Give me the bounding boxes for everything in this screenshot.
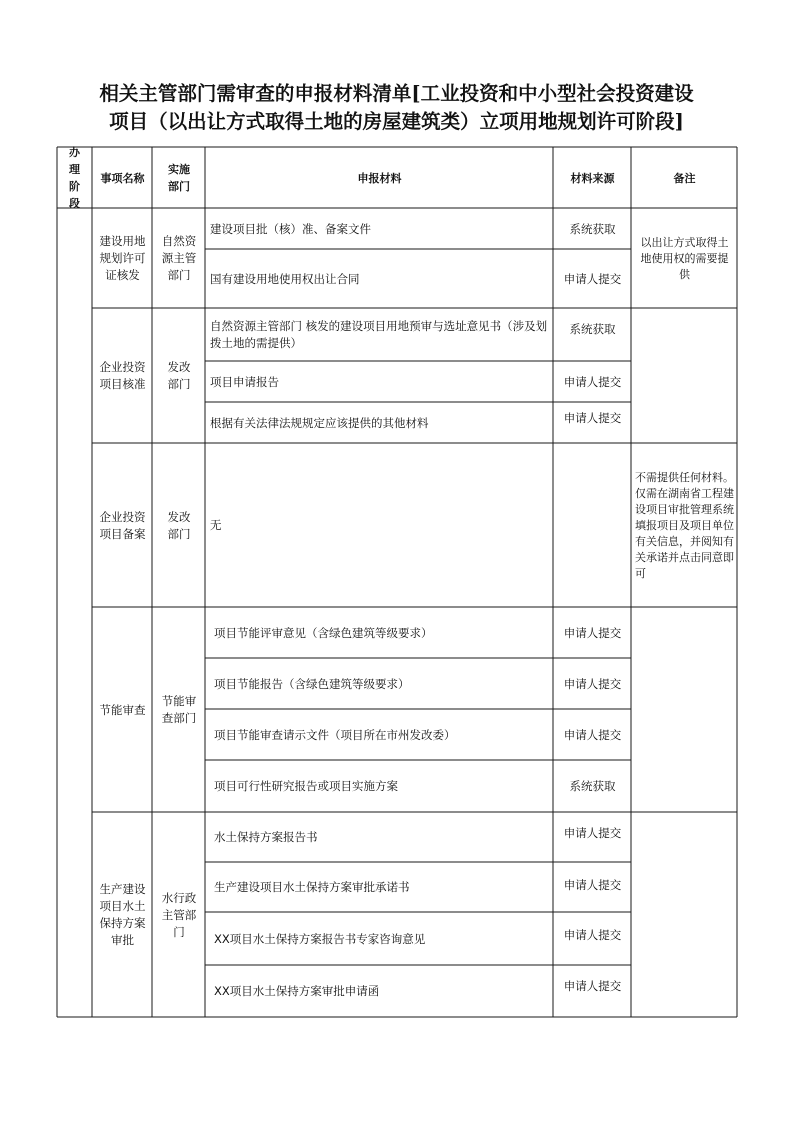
group-4-row-3-material: 项目节能审查请示文件（项目所在市州发改委） [214,727,456,742]
group-2-row-2-material: 项目申请报告 [210,374,279,389]
group-4-row-2-material: 项目节能报告（含绿色建筑等级要求） [214,676,410,691]
group-5-row-3-material: XX项目水土保持方案报告书专家咨询意见 [214,931,426,946]
group-1-item: 建设用地规划许可证核发 [99,234,146,282]
group-4-row-4-source: 系统获取 [569,779,616,793]
group-5-row-2-source: 申请人提交 [563,878,622,892]
group-1-row-2-material: 国有建设用地使用权出让合同 [210,271,360,286]
title-line-2: 项目（以出让方式取得土地的房屋建筑类）立项用地规划许可阶段] [109,110,684,133]
group-1-remark: 以出让方式取得土地使用权的需要提供 [640,235,729,281]
group-5-row-2-material: 生产建设项目水土保持方案审批承诺书 [214,880,410,894]
header-stage: 办理阶段 [69,146,80,210]
group-4-row-2-source: 申请人提交 [563,676,622,691]
group-2-row-1-source: 系统获取 [569,321,616,336]
group-4-item: 节能审查 [99,702,146,717]
group-4-row-3-source: 申请人提交 [563,727,622,742]
group-3-item: 企业投资项目备案 [99,509,146,541]
group-5-row-4-material: XX项目水土保持方案审批申请函 [214,984,380,998]
group-5-item: 生产建设项目水土保持方案审批 [99,882,146,947]
group-1-row-1-material: 建设项目批（核）准、备案文件 [210,221,371,236]
group-3-dept: 发改部门 [167,509,191,541]
group-1-dept: 自然资源主管部门 [161,234,197,282]
group-3-remark: 不需提供任何材料。仅需在湖南省工程建设项目审批管理系统填报项目及项目单位有关信息，并阅知有关承诺并点击同意即可 [635,470,734,580]
group-2-row-2-source: 申请人提交 [563,374,622,389]
header-material: 申报材料 [357,171,402,185]
group-3-row-1-material: 无 [210,518,222,532]
group-5-row-4-source: 申请人提交 [563,978,622,993]
group-4-row-1-material: 项目节能评审意见（含绿色建筑等级要求） [214,625,433,640]
group-1-row-1-source: 系统获取 [569,221,616,236]
header-item: 事项名称 [100,171,145,185]
group-4-dept: 节能审查部门 [161,694,197,725]
header-dept: 实施部门 [168,163,190,193]
header-remark: 备注 [673,171,696,185]
group-5-dept: 水行政主管部门 [161,890,197,939]
group-2-row-3-source: 申请人提交 [563,410,622,425]
group-4-row-1-source: 申请人提交 [563,625,622,640]
title-line-1: 相关主管部门需审查的申报材料清单[工业投资和中小型社会投资建设 [99,82,694,105]
group-5-row-1-source: 申请人提交 [563,825,622,840]
header-source: 材料来源 [570,171,615,185]
group-5-row-3-source: 申请人提交 [563,928,622,942]
group-5-row-1-material: 水土保持方案报告书 [214,830,318,844]
group-2-dept: 发改部门 [167,360,191,391]
group-2-row-3-material: 根据有关法律法规规定应该提供的其他材料 [210,415,429,430]
group-2-item: 企业投资项目核准 [99,360,146,391]
group-1-row-2-source: 申请人提交 [563,271,622,286]
group-4-row-4-material: 项目可行性研究报告或项目实施方案 [214,779,398,793]
group-2-row-1-material: 自然资源主管部门 核发的建设项目用地预审与选址意见书（涉及划拨土地的需提供） [210,319,548,350]
